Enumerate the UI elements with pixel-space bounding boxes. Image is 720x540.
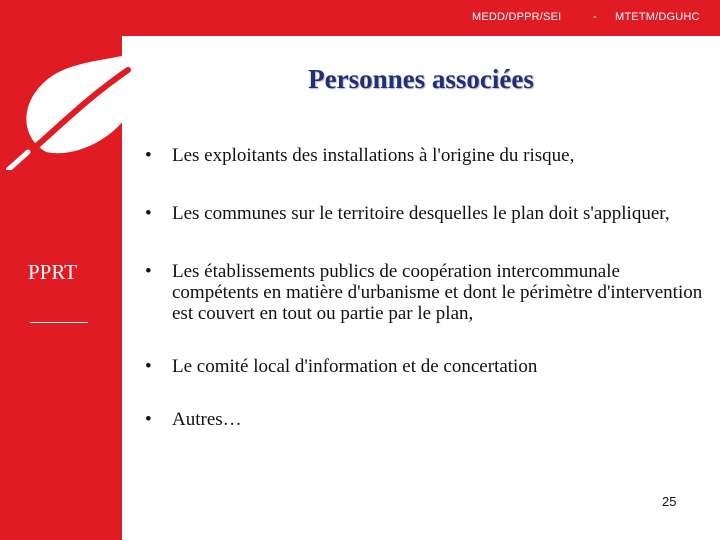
bullet-text: Autres… (172, 409, 242, 430)
header-separator: - (593, 11, 597, 23)
bullet-text: Les communes sur le territoire desquelles le plan doit s'appliquer, (172, 203, 670, 224)
bullet-dot: • (145, 261, 152, 282)
bullet-item (145, 203, 705, 224)
section-divider (30, 322, 88, 323)
bullet-dot: • (145, 145, 152, 166)
bullet-item (145, 145, 705, 166)
bullet-list (145, 145, 705, 430)
bullet-text: Les établissements publics de coopération intercommunale compétents en matière d'urbanisme et dont le périmètre d'intervention est couvert en tout ou partie par le plan, (172, 261, 703, 324)
bullet-item (145, 409, 705, 430)
leaf-icon (6, 40, 161, 170)
header-left-text: MEDD/DPPR/SEI (472, 11, 562, 23)
bullet-dot: • (145, 356, 152, 377)
page-number: 25 (662, 494, 677, 509)
slide-title: Personnes associées (308, 64, 534, 94)
bullet-item (145, 356, 705, 377)
bullet-dot: • (145, 409, 152, 430)
bullet-dot: • (145, 203, 152, 224)
header-right-text: MTETM/DGUHC (615, 11, 700, 23)
section-label: PPRT (28, 260, 77, 284)
bullet-text: Les exploitants des installations à l'origine du risque, (172, 145, 575, 166)
bullet-text: Le comité local d'information et de concertation (172, 356, 538, 377)
bullet-item (145, 261, 705, 324)
